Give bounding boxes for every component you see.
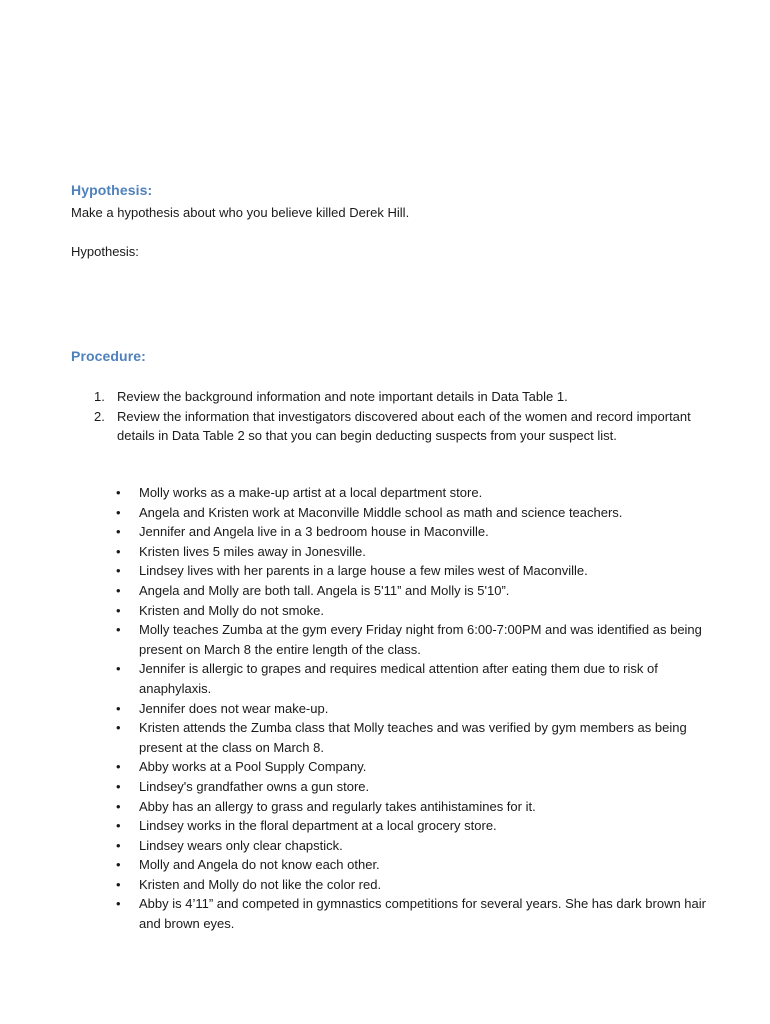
bullet-icon: • [116, 818, 121, 834]
hypothesis-answer-label: Hypothesis: [71, 244, 139, 259]
bullet-icon: • [116, 759, 121, 775]
hypothesis-heading: Hypothesis: [71, 182, 153, 198]
fact-item [71, 483, 711, 503]
fact-text: Kristen lives 5 miles away in Jonesville. [139, 543, 366, 559]
fact-item [71, 699, 711, 719]
step-text: Review the background information and note important details in Data Table 1. [117, 389, 568, 404]
bullet-icon: • [116, 602, 121, 618]
bullet-icon: • [116, 837, 121, 853]
fact-text: Lindsey's grandfather owns a gun store. [139, 778, 370, 794]
fact-item [71, 894, 711, 933]
bullet-icon: • [116, 876, 121, 892]
fact-text: Angela and Molly are both tall. Angela is 5'11” and Molly is 5'10”. [139, 582, 510, 598]
fact-text: Kristen and Molly do not like the color red. [139, 876, 382, 892]
fact-item [71, 601, 711, 621]
fact-item [71, 757, 711, 777]
fact-item [71, 522, 711, 542]
fact-text: Jennifer and Angela live in a 3 bedroom house in Maconville. [139, 524, 489, 540]
fact-item [71, 503, 711, 523]
bullet-icon: • [116, 524, 121, 540]
fact-item [71, 855, 711, 875]
fact-item [71, 875, 711, 895]
bullet-icon: • [116, 622, 121, 638]
step-number: 1. [94, 389, 105, 404]
fact-item [71, 836, 711, 856]
bullet-icon: • [116, 504, 121, 520]
fact-text: Molly teaches Zumba at the gym every Friday night from 6:00-7:00PM and was identified as being present on March 8 the entire length of the class. [139, 622, 702, 657]
fact-item [71, 561, 711, 581]
fact-text: Kristen and Molly do not smoke. [139, 602, 324, 618]
fact-text: Abby has an allergy to grass and regularly takes antihistamines for it. [139, 798, 536, 814]
fact-text: Molly and Angela do not know each other. [139, 857, 380, 873]
fact-item [71, 581, 711, 601]
fact-text: Abby is 4’11” and competed in gymnastics competitions for several years. She has dark brown hair and brown eyes. [139, 896, 706, 932]
step-number: 2. [94, 408, 105, 424]
bullet-icon: • [116, 485, 121, 500]
bullet-icon: • [116, 661, 121, 677]
bullet-icon: • [116, 700, 121, 716]
step-text: Review the information that investigators discovered about each of the women and record important details in Data Table 2 so that you can begin deducting suspects from your suspect list. [117, 408, 691, 443]
fact-text: Lindsey wears only clear chapstick. [139, 837, 343, 853]
suspect-facts-list [71, 483, 711, 934]
procedure-steps [71, 387, 711, 446]
procedure-heading: Procedure: [71, 348, 146, 364]
fact-item [71, 797, 711, 817]
fact-text: Abby works at a Pool Supply Company. [139, 759, 367, 775]
bullet-icon: • [116, 778, 121, 794]
fact-item [71, 816, 711, 836]
bullet-icon: • [116, 563, 121, 579]
fact-item [71, 542, 711, 562]
fact-text: Jennifer is allergic to grapes and requires medical attention after eating them due to risk of anaphylaxis. [139, 661, 658, 696]
bullet-icon: • [116, 543, 121, 559]
fact-text: Angela and Kristen work at Maconville Middle school as math and science teachers. [139, 504, 623, 520]
procedure-step [71, 387, 711, 407]
fact-item [71, 659, 711, 698]
bullet-icon: • [116, 798, 121, 814]
bullet-icon: • [116, 720, 121, 736]
fact-text: Molly works as a make-up artist at a local department store. [139, 485, 483, 500]
fact-text: Jennifer does not wear make-up. [139, 700, 329, 716]
fact-text: Lindsey works in the floral department at a local grocery store. [139, 818, 497, 834]
hypothesis-instruction: Make a hypothesis about who you believe killed Derek Hill. [71, 205, 410, 220]
fact-item [71, 777, 711, 797]
fact-item [71, 718, 711, 757]
fact-item [71, 620, 711, 659]
fact-text: Kristen attends the Zumba class that Molly teaches and was verified by gym members as being present at the class on March 8. [139, 720, 687, 755]
fact-text: Lindsey lives with her parents in a large house a few miles west of Maconville. [139, 563, 588, 579]
bullet-icon: • [116, 857, 121, 873]
bullet-icon: • [116, 896, 121, 912]
bullet-icon: • [116, 582, 121, 598]
procedure-step [71, 407, 711, 446]
